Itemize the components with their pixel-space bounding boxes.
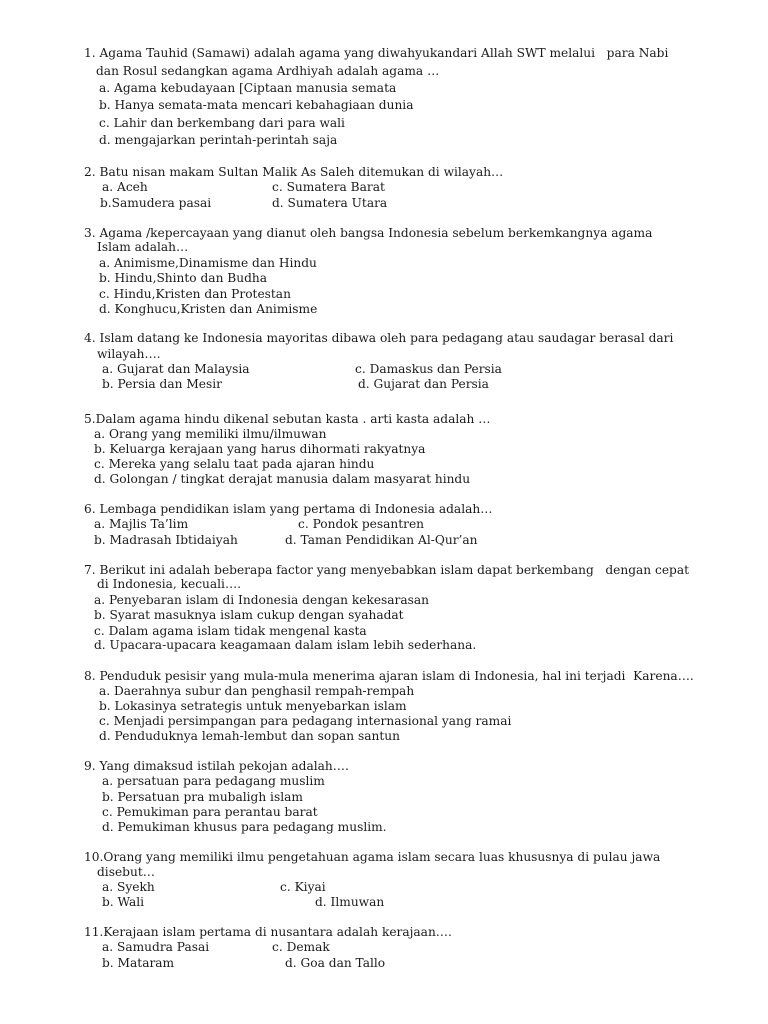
option-b: b.Samudera pasai: [100, 196, 212, 210]
option-c: c. Hindu,Kristen dan Protestan: [99, 287, 291, 301]
option-d: d. Ilmuwan: [315, 895, 385, 909]
option-a: a. Penyebaran islam di Indonesia dengan kekesarasan: [94, 593, 430, 607]
option-d: d. Upacara-upacara keagamaan dalam islam lebih sederhana.: [94, 638, 477, 652]
question-text-cont: dan Rosul sedangkan agama Ardhiyah adalah agama …: [96, 64, 440, 78]
option-a: a. Majlis Ta’lim: [94, 517, 189, 531]
question-text: 7. Berikut ini adalah beberapa factor yang menyebabkan islam dapat berkembang dengan cepat: [84, 563, 690, 577]
option-b: b. Persia dan Mesir: [102, 377, 222, 391]
option-b: b. Persatuan pra mubaligh islam: [102, 790, 303, 804]
option-b: b. Wali: [102, 895, 145, 909]
option-c: c. Dalam agama islam tidak mengenal kasta: [94, 624, 367, 638]
option-c: c. Pondok pesantren: [298, 517, 425, 531]
option-c: c. Damaskus dan Persia: [355, 362, 502, 376]
option-d: d. Pemukiman khusus para pedagang muslim.: [102, 820, 387, 834]
option-c: c. Sumatera Barat: [272, 180, 385, 194]
question-text-cont: wilayah….: [97, 347, 161, 361]
option-b: b. Lokasinya setrategis untuk menyebarkan islam: [99, 699, 407, 713]
question-text: 8. Penduduk pesisir yang mula-mula menerima ajaran islam di Indonesia, hal ini terjadi Karena….: [84, 669, 694, 683]
option-d: d. Konghucu,Kristen dan Animisme: [99, 302, 318, 316]
option-c: c. Kiyai: [280, 880, 326, 894]
option-d: d. Golongan / tingkat derajat manusia dalam masyarat hindu: [94, 472, 471, 486]
option-d: d. Penduduknya lemah-lembut dan sopan santun: [99, 729, 400, 743]
option-b: b. Keluarga kerajaan yang harus dihormati rakyatnya: [94, 442, 426, 456]
option-c: c. Lahir dan berkembang dari para wali: [99, 116, 345, 130]
question-text: 11.Kerajaan islam pertama di nusantara adalah kerajaan….: [84, 925, 452, 939]
option-a: a. persatuan para pedagang muslim: [102, 774, 325, 788]
option-d: d. Sumatera Utara: [272, 196, 388, 210]
question-text: 6. Lembaga pendidikan islam yang pertama di Indonesia adalah…: [84, 502, 493, 516]
option-b: b. Hanya semata-mata mencari kebahagiaan dunia: [99, 98, 414, 112]
question-text: 1. Agama Tauhid (Samawi) adalah agama yang diwahyukandari Allah SWT melalui para Nabi: [84, 46, 669, 60]
option-a: a. Animisme,Dinamisme dan Hindu: [99, 256, 317, 270]
question-text: 5.Dalam agama hindu dikenal sebutan kasta . arti kasta adalah …: [84, 412, 491, 426]
option-c: c. Pemukiman para perantau barat: [102, 805, 318, 819]
option-a: a. Samudra Pasai: [102, 940, 210, 954]
option-c: c. Mereka yang selalu taat pada ajaran hindu: [94, 457, 375, 471]
option-a: a. Gujarat dan Malaysia: [102, 362, 250, 376]
option-d: d. mengajarkan perintah-perintah saja: [99, 133, 338, 147]
option-a: a. Orang yang memiliki ilmu/ilmuwan: [94, 427, 327, 441]
question-text-cont: disebut…: [97, 865, 155, 879]
option-a: a. Daerahnya subur dan penghasil rempah-rempah: [99, 684, 415, 698]
option-a: a. Syekh: [102, 880, 155, 894]
question-text-cont: Islam adalah…: [97, 240, 189, 254]
option-a: a. Agama kebudayaan [Ciptaan manusia semata: [99, 81, 397, 95]
option-d: d. Goa dan Tallo: [285, 956, 386, 970]
question-text: 2. Batu nisan makam Sultan Malik As Saleh ditemukan di wilayah…: [84, 165, 504, 179]
question-text: 4. Islam datang ke Indonesia mayoritas dibawa oleh para pedagang atau saudagar berasal dari: [84, 331, 674, 345]
option-b: b. Mataram: [102, 956, 175, 970]
question-text: 9. Yang dimaksud istilah pekojan adalah….: [84, 759, 349, 773]
option-b: b. Hindu,Shinto dan Budha: [99, 271, 268, 285]
option-d: d. Gujarat dan Persia: [358, 377, 489, 391]
option-b: b. Madrasah Ibtidaiyah: [94, 533, 238, 547]
question-text: 3. Agama /kepercayaan yang dianut oleh bangsa Indonesia sebelum berkemkangnya agama: [84, 226, 653, 240]
option-c: c. Demak: [272, 940, 330, 954]
option-d: d. Taman Pendidikan Al-Qur’an: [285, 533, 478, 547]
option-b: b. Syarat masuknya islam cukup dengan syahadat: [94, 608, 404, 622]
option-a: a. Aceh: [102, 180, 148, 194]
question-text-cont: di Indonesia, kecuali….: [97, 577, 242, 591]
question-text: 10.Orang yang memiliki ilmu pengetahuan agama islam secara luas khususnya di pulau jawa: [84, 850, 661, 864]
option-c: c. Menjadi persimpangan para pedagang internasional yang ramai: [99, 714, 512, 728]
